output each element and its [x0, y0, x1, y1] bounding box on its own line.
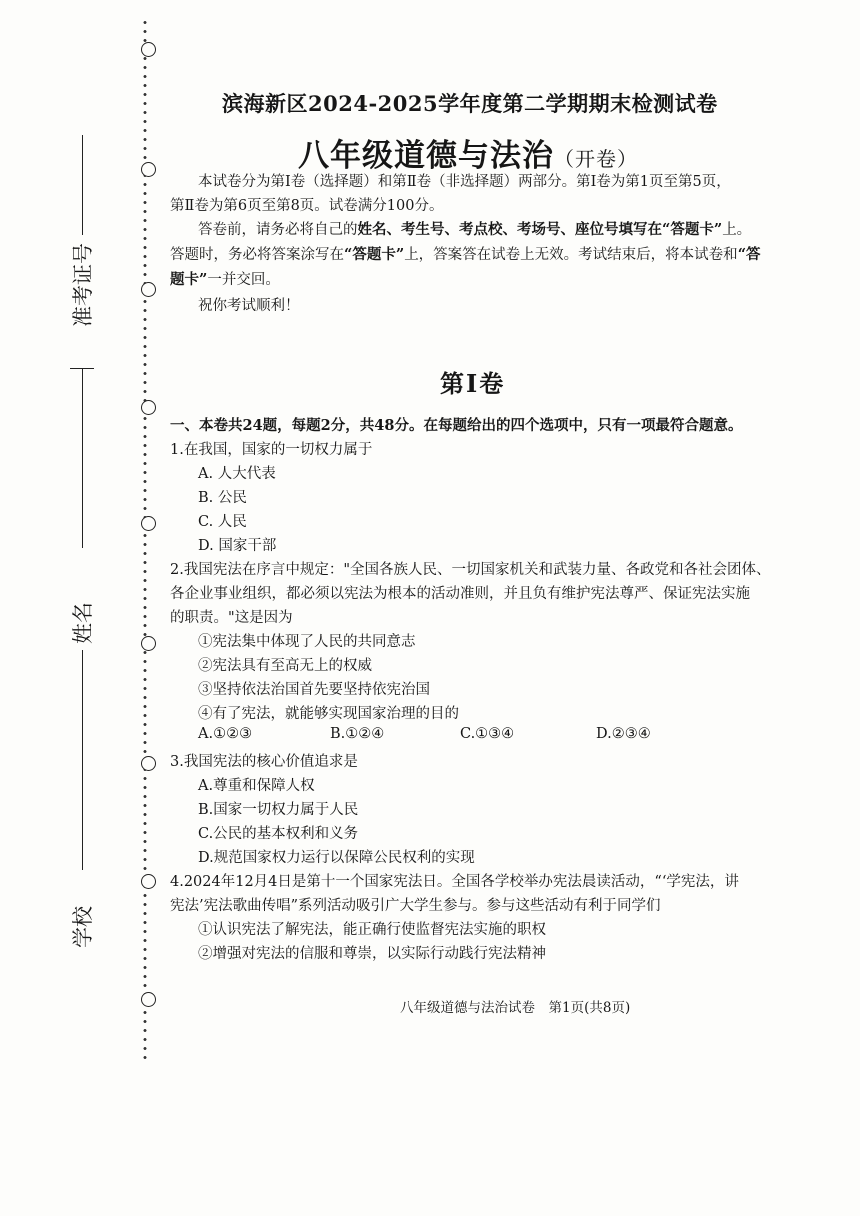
q4-stem-line-1: 4.2024年12月4日是第十一个国家宪法日。全国各学校举办宪法晨读活动，“‘学宪法，讲 — [170, 874, 739, 890]
q2-option-d: D.②③④ — [596, 726, 651, 742]
binding-hole-3 — [141, 282, 156, 297]
intro-line-4-bold-1: “答题卡” — [344, 246, 405, 263]
section-instruction: 一、本卷共24题，每题2分，共48分。在每题给出的四个选项中，只有一项最符合题意。 — [170, 417, 743, 434]
q2-statement-3: ③坚持依法治国首先要坚持依宪治国 — [198, 682, 430, 698]
binding-hole-1 — [141, 42, 156, 57]
q2-statement-1: ①宪法集中体现了人民的共同意志 — [198, 634, 416, 650]
q2-statement-2: ②宪法具有至高无上的权威 — [198, 658, 372, 674]
exam-id-label: 准考证号 — [71, 243, 95, 327]
intro-line-4-bold-2: “答 — [737, 246, 761, 263]
binding-hole-4 — [141, 400, 156, 415]
exam-title: 滨海新区2024-2025学年度第二学期期末检测试卷 — [222, 91, 718, 116]
q3-stem: 3.我国宪法的核心价值追求是 — [170, 754, 358, 770]
name-label: 姓名 — [71, 602, 95, 644]
page-footer: 八年级道德与法治试卷 第1页(共8页) — [400, 1000, 631, 1016]
q1-option-d: D. 国家干部 — [198, 538, 277, 554]
subject-name: 八年级道德与法治 — [298, 138, 554, 174]
binding-hole-6 — [141, 636, 156, 651]
name-line-lower — [82, 650, 83, 870]
intro-line-5-bold: 题卡” — [170, 271, 208, 288]
binding-hole-2 — [141, 162, 156, 177]
intro-line-4-pre: 答题时，务必将答案涂写在 — [170, 247, 344, 263]
q2-option-a: A.①②③ — [198, 726, 253, 742]
q3-option-d: D.规范国家权力运行以保障公民权利的实现 — [198, 850, 475, 866]
q3-option-a: A.尊重和保障人权 — [198, 778, 315, 794]
intro-line-3-pre: 答卷前，请务必将自己的 — [198, 222, 358, 238]
q1-option-c: C. 人民 — [198, 514, 247, 530]
intro-line-4-mid: 上，答案答在试卷上无效。考试结束后，将本试卷和 — [404, 247, 738, 263]
subject-note: （开卷） — [554, 147, 638, 171]
subject-title — [298, 130, 638, 175]
intro-line-5 — [170, 268, 280, 292]
intro-line-6: 祝你考试顺利！ — [198, 298, 300, 314]
q4-statement-1: ①认识宪法了解宪法，能正确行使监督宪法实施的职权 — [198, 922, 546, 938]
intro-line-3 — [198, 218, 751, 242]
q1-option-b: B. 公民 — [198, 490, 247, 506]
q1-option-a: A. 人大代表 — [198, 466, 276, 482]
q4-statement-2: ②增强对宪法的信服和尊崇，以实际行动践行宪法精神 — [198, 946, 546, 962]
q2-option-c: C.①③④ — [460, 726, 515, 742]
intro-line-5-post: 一并交回。 — [207, 272, 280, 288]
school-label: 学校 — [71, 906, 95, 948]
intro-line-2: 第Ⅱ卷为第6页至第8页。试卷满分100分。 — [170, 198, 444, 214]
binding-hole-7 — [141, 756, 156, 771]
q2-stem-line-3: 的职责。"这是因为 — [170, 610, 293, 626]
intro-line-3-post: 上。 — [722, 222, 752, 238]
binding-hole-5 — [141, 516, 156, 531]
q1-stem: 1.在我国，国家的一切权力属于 — [170, 442, 373, 458]
q4-stem-line-2: 宪法’宪法歌曲传唱”系列活动吸引广大学生参与。参与这些活动有利于同学们 — [170, 898, 661, 914]
q2-option-b: B.①②④ — [330, 726, 385, 742]
intro-line-3-bold: 姓名、考生号、考点校、考场号、座位号填写在“答题卡” — [357, 221, 723, 238]
section-title: 第Ⅰ卷 — [440, 369, 506, 398]
binding-hole-9 — [141, 992, 156, 1007]
name-line — [82, 368, 83, 548]
intro-line-1: 本试卷分为第Ⅰ卷（选择题）和第Ⅱ卷（非选择题）两部分。第Ⅰ卷为第1页至第5页， — [198, 174, 731, 190]
intro-line-4 — [170, 243, 761, 267]
q2-statement-4: ④有了宪法，就能够实现国家治理的目的 — [198, 706, 459, 722]
q3-option-c: C.公民的基本权利和义务 — [198, 826, 359, 842]
q2-stem-line-1: 2.我国宪法在序言中规定："全国各族人民、一切国家机关和武装力量、各政党和各社会团体、 — [170, 562, 771, 578]
q3-option-b: B.国家一切权力属于人民 — [198, 802, 359, 818]
binding-hole-8 — [141, 874, 156, 889]
exam-id-line — [82, 135, 83, 235]
q2-stem-line-2: 各企业事业组织，都必须以宪法为根本的活动准则，并且负有维护宪法尊严、保证宪法实施 — [170, 586, 750, 602]
